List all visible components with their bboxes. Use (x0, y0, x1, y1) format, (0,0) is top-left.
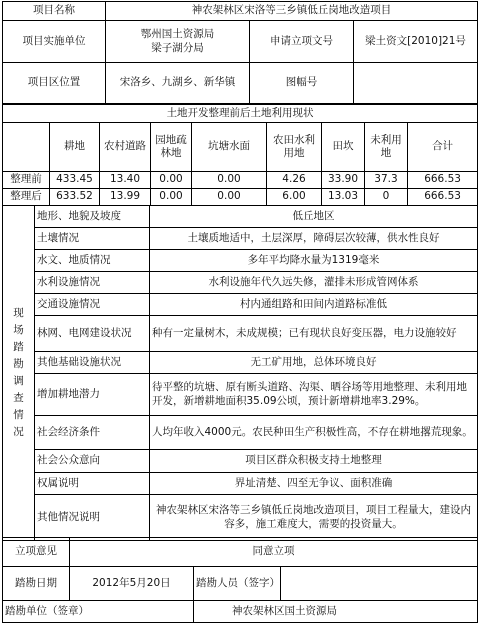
survey-label-transport: 交通设施情况 (35, 294, 150, 316)
header-orchard: 园地疏林地 (151, 123, 192, 172)
cell-before-cultivated: 433.45 (50, 172, 100, 189)
survey-label-public-opinion: 社会公众意向 (35, 450, 150, 473)
project-info-table (2, 1, 478, 104)
cell-before-road: 13.40 (100, 172, 151, 189)
cell-after-cultivated: 633.52 (50, 189, 100, 206)
header-pond: 坑塘水面 (192, 123, 267, 172)
survey-value-water-facilities: 水利设施年代久远失修，灌排未形成管网体系 (150, 272, 478, 294)
surveyor-signature (281, 567, 478, 601)
survey-label-other-notes: 其他情况说明 (35, 495, 150, 541)
approval-number-label: 申请立项文号 (250, 21, 354, 63)
footer-table (2, 537, 478, 623)
header-ridge: 田坎 (322, 123, 365, 172)
land-use-section-title: 土地开发整理前后土地利用现状 (3, 105, 478, 123)
header-total: 合计 (408, 123, 478, 172)
survey-value-other-infra: 无工矿用地，总体环境良好 (150, 352, 478, 374)
implementing-unit-label: 项目实施单位 (3, 21, 106, 63)
survey-label-water-facilities: 水利设施情况 (35, 272, 150, 294)
survey-label-terrain: 地形、地貌及坡度 (35, 206, 150, 228)
row-label-before: 整理前 (3, 172, 50, 189)
cell-before-orchard: 0.00 (151, 172, 192, 189)
project-name: 神农架林区宋洛等三乡镇低丘岗地改造项目 (106, 2, 478, 21)
site-survey-table (2, 205, 478, 541)
site-survey-side-label-text: 现场踏勘调查情况 (13, 307, 24, 438)
opinion-value: 同意立项 (70, 538, 478, 567)
survey-value-hydrology: 多年平均降水量为1319毫米 (150, 250, 478, 272)
project-name-label: 项目名称 (3, 2, 106, 21)
surveyor-label: 踏勘人员（签字） (194, 567, 281, 601)
approval-number: 梁土资文[2010]21号 (354, 21, 478, 63)
header-cultivated: 耕地 (50, 123, 100, 172)
implementing-unit-line1: 鄂州国土资源局 (140, 28, 215, 41)
survey-date-label: 踏勘日期 (3, 567, 70, 601)
land-use-table (2, 104, 478, 206)
implementing-unit-line2: 梁子湖分局 (151, 41, 204, 54)
cell-after-ridge: 13.03 (322, 189, 365, 206)
survey-unit-label: 踏勘单位（签章） (3, 601, 194, 623)
project-location-label: 项目区位置 (3, 63, 106, 104)
survey-label-hydrology: 水文、地质情况 (35, 250, 150, 272)
header-irrigation: 农田水利用地 (267, 123, 322, 172)
survey-label-ownership: 权属说明 (35, 473, 150, 495)
survey-value-public-opinion: 项目区群众积极支持土地整理 (150, 450, 478, 473)
map-sheet-label: 图幅号 (250, 63, 354, 104)
project-location: 宋洛乡、九湖乡、新华镇 (106, 63, 250, 104)
opinion-label: 立项意见 (3, 538, 70, 567)
cell-before-irrigation: 4.26 (267, 172, 322, 189)
cell-before-ridge: 33.90 (322, 172, 365, 189)
survey-unit: 神农架林区国土资源局 (194, 601, 478, 623)
survey-value-transport: 村内通组路和田间内道路标准低 (150, 294, 478, 316)
survey-label-soil: 土壤情况 (35, 228, 150, 250)
implementing-unit (106, 21, 250, 63)
cell-after-total: 666.53 (408, 189, 478, 206)
survey-value-ownership: 界址清楚、四至无争议、面积准确 (150, 473, 478, 495)
cell-before-unused: 37.3 (365, 172, 408, 189)
cell-after-pond: 0.00 (192, 189, 267, 206)
header-rural-road: 农村道路 (100, 123, 151, 172)
survey-label-socioeconomic: 社会经济条件 (35, 416, 150, 450)
survey-value-soil: 土壤质地适中，土层深厚，障碍层次较薄，供水性良好 (150, 228, 478, 250)
land-use-corner (3, 123, 50, 172)
survey-value-socioeconomic: 人均年收入4000元。农民种田生产积极性高，不存在耕地撂荒现象。 (150, 416, 478, 450)
survey-date: 2012年5月20日 (70, 567, 194, 601)
survey-label-farmland-potential: 增加耕地潜力 (35, 374, 150, 416)
cell-after-unused: 0 (365, 189, 408, 206)
survey-value-farmland-potential: 待平整的坑塘、原有断头道路、沟渠、晒谷场等用地整理、未利用地开发，新增耕地面积35.09公顷，预计新增耕地率3.29%。 (150, 374, 478, 416)
survey-value-terrain: 低丘地区 (150, 206, 478, 228)
header-unused: 未利用地 (365, 123, 408, 172)
cell-before-pond: 0.00 (192, 172, 267, 189)
cell-before-total: 666.53 (408, 172, 478, 189)
survey-value-forest-power: 种有一定量树木，未成规模；已有现状良好变压器，电力设施较好 (150, 316, 478, 352)
row-label-after: 整理后 (3, 189, 50, 206)
map-sheet-number (354, 63, 478, 104)
site-survey-side-label (3, 206, 35, 541)
survey-value-other-notes: 神农架林区宋洛等三乡镇低丘岗地改造项目，项目工程量大，建设内容多，施工难度大，需要的投资量大。 (150, 495, 478, 541)
survey-label-forest-power: 林网、电网建设状况 (35, 316, 150, 352)
cell-after-orchard: 0.00 (151, 189, 192, 206)
cell-after-road: 13.99 (100, 189, 151, 206)
cell-after-irrigation: 6.00 (267, 189, 322, 206)
survey-label-other-infra: 其他基础设施状况 (35, 352, 150, 374)
